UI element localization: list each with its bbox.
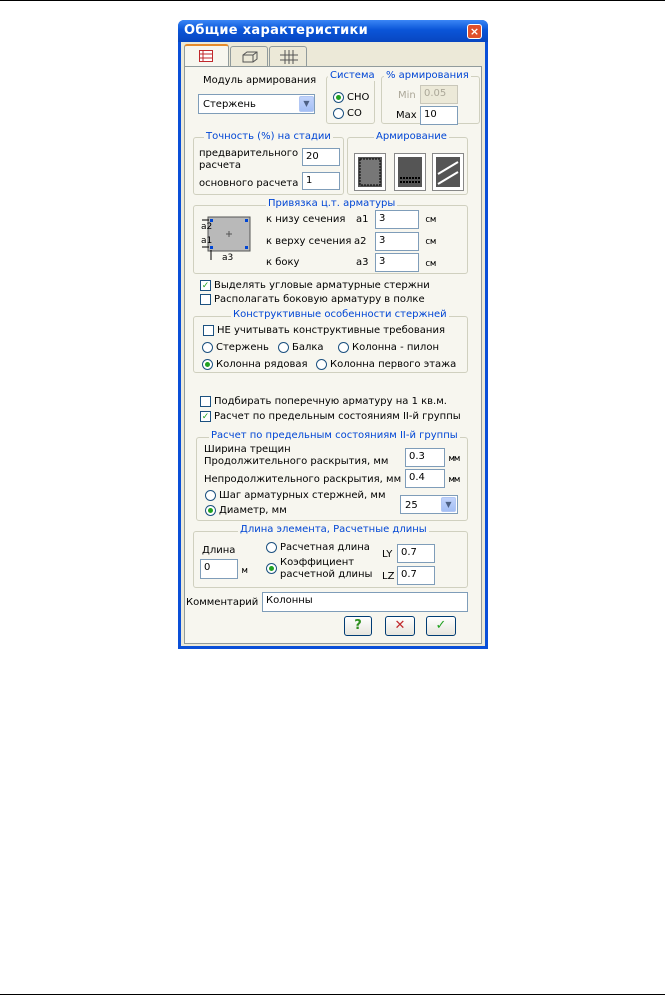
type-radio-beam[interactable] — [278, 342, 289, 353]
accuracy-prelim-label-2: расчета — [199, 160, 241, 171]
reinforcement-title: Армирование — [376, 131, 447, 142]
crack-short-input[interactable]: 0.4 — [405, 469, 445, 488]
grid-tab-icon — [199, 50, 213, 62]
corner-bars-checkbox[interactable]: ✓ — [201, 281, 210, 291]
tab-general[interactable] — [184, 44, 229, 67]
accuracy-main-input[interactable]: 1 — [302, 172, 340, 190]
diagram-label-a3: a3 — [222, 253, 234, 263]
corner-bars-label: Выделять угловые арматурные стержни — [214, 280, 430, 291]
diagram-label-a1: a1 — [201, 236, 213, 246]
accuracy-prelim-label-1: предварительного — [199, 148, 299, 159]
percent-min-input[interactable]: 0.05 — [420, 85, 458, 104]
length-input[interactable]: 0 — [200, 559, 238, 579]
coef-label-2: расчетной длины — [280, 569, 373, 580]
percent-max-label: Max — [396, 110, 417, 121]
crack-short-label: Непродолжительного раскрытия, мм — [204, 474, 402, 485]
comment-input[interactable]: Колонны — [262, 592, 468, 612]
rebar-tab-icon — [280, 50, 298, 64]
bar-step-radio[interactable] — [205, 490, 216, 501]
transverse-checkbox[interactable] — [200, 396, 211, 407]
design-title: Конструктивные особенности стержней — [233, 309, 447, 320]
comment-label: Комментарий — [186, 597, 259, 608]
symmetric-reinforcement-button[interactable] — [354, 153, 386, 191]
symmetric-reinforcement-icon — [355, 154, 385, 190]
binding-bottom-input[interactable]: 3 — [375, 210, 419, 229]
system-radio-so[interactable] — [333, 108, 344, 119]
type-label-first-floor: Колонна первого этажа — [330, 359, 457, 370]
crack-short-unit: мм — [449, 475, 460, 485]
box-tab-icon — [242, 51, 258, 63]
page-top-rule — [0, 0, 665, 1]
cancel-button[interactable] — [385, 616, 415, 636]
diameter-select[interactable] — [400, 495, 458, 514]
type-radio-pylon[interactable] — [338, 342, 349, 353]
binding-side-label: к боку — [266, 257, 300, 268]
transverse-label: Подбирать поперечную арматуру на 1 кв.м. — [214, 396, 447, 407]
percent-min-label: Min — [398, 90, 416, 101]
section-diagram — [200, 214, 253, 264]
help-button[interactable] — [344, 616, 372, 636]
length-title: Длина элемента, Расчетные длины — [240, 524, 427, 535]
coef-radio[interactable] — [266, 563, 277, 574]
system-label-sno: СНО — [347, 92, 370, 103]
bottom-reinforcement-button[interactable] — [394, 153, 426, 191]
lz-label: LZ — [382, 571, 395, 582]
binding-side-input[interactable]: 3 — [375, 253, 419, 272]
binding-bottom-label: к низу сечения — [266, 214, 346, 225]
crack-width-label: Ширина трещин — [204, 444, 291, 455]
reinf-module-select[interactable] — [198, 94, 315, 114]
side-in-flange-label: Располагать боковую арматуру в полке — [214, 294, 425, 305]
bottom-reinforcement-icon — [395, 154, 425, 190]
binding-top-input[interactable]: 3 — [375, 232, 419, 251]
length-label: Длина — [202, 545, 236, 556]
type-label-beam: Балка — [292, 342, 324, 353]
binding-top-label: к верху сечения — [266, 236, 352, 247]
calc-length-label: Расчетная длина — [280, 542, 370, 553]
type-label-pylon: Колонна - пилон — [352, 342, 439, 353]
crack-title: Расчет по предельным состояниям II-й группы — [211, 430, 458, 441]
reinf-module-label: Модуль армирования — [203, 75, 317, 86]
limit-states-checkbox[interactable]: ✓ — [201, 412, 210, 422]
crack-long-input[interactable]: 0.3 — [405, 448, 445, 467]
system-radio-sno[interactable] — [333, 92, 344, 103]
diagonal-reinforcement-button[interactable] — [432, 153, 464, 191]
crack-long-unit: мм — [449, 454, 460, 464]
diameter-radio[interactable] — [205, 505, 216, 516]
ly-input[interactable]: 0.7 — [397, 544, 435, 563]
binding-bottom-code: a1 — [356, 214, 369, 225]
tab-geometry[interactable] — [230, 46, 268, 66]
ignore-requirements-label: НЕ учитывать конструктивные требования — [217, 325, 445, 336]
coef-label-1: Коэффициент — [280, 557, 355, 568]
type-label-column: Колонна рядовая — [216, 359, 308, 370]
type-radio-rod[interactable] — [202, 342, 213, 353]
diagonal-reinforcement-icon — [433, 154, 463, 190]
chevron-down-icon[interactable]: ▼ — [299, 96, 314, 112]
binding-bottom-unit: см — [425, 215, 436, 225]
diagram-label-a2: a2 — [201, 222, 213, 232]
tab-rebar[interactable] — [269, 46, 307, 66]
diameter-label: Диаметр, мм — [219, 505, 287, 516]
reinf-module-value: Стержень — [203, 99, 256, 110]
accuracy-prelim-input[interactable]: 20 — [302, 148, 340, 166]
percent-title: % армирования — [386, 70, 469, 81]
binding-top-unit: см — [425, 237, 436, 247]
type-radio-first-floor[interactable] — [316, 359, 327, 370]
limit-states-label: Расчет по предельным состояниям II-й группы — [214, 411, 461, 422]
binding-top-code: a2 — [354, 236, 367, 247]
type-radio-column[interactable] — [202, 359, 213, 370]
bar-step-label: Шаг арматурных стержней, мм — [219, 490, 386, 501]
close-icon: ✕ — [394, 618, 406, 633]
accuracy-title: Точность (%) на стадии — [206, 131, 331, 142]
accuracy-main-label: основного расчета — [199, 178, 299, 189]
length-unit: м — [242, 566, 248, 576]
help-icon: ? — [354, 618, 362, 633]
chevron-down-icon[interactable]: ▼ — [441, 497, 456, 512]
diameter-value: 25 — [405, 500, 418, 511]
ly-label: LY — [382, 549, 393, 560]
lz-input[interactable]: 0.7 — [397, 566, 435, 585]
ok-button[interactable] — [426, 616, 456, 636]
binding-title: Привязка ц.т. арматуры — [268, 198, 396, 209]
binding-side-unit: см — [425, 259, 436, 269]
system-label-so: СО — [347, 108, 362, 119]
side-in-flange-checkbox[interactable] — [200, 294, 211, 305]
percent-max-input[interactable]: 10 — [420, 106, 458, 125]
ignore-requirements-checkbox[interactable] — [203, 325, 214, 336]
calc-length-radio[interactable] — [266, 542, 277, 553]
binding-side-code: a3 — [356, 257, 369, 268]
crack-long-label: Продолжительного раскрытия, мм — [204, 456, 389, 467]
dialog-title: Общие характеристики — [184, 23, 369, 38]
type-label-rod: Стержень — [216, 342, 269, 353]
check-icon: ✓ — [435, 618, 447, 633]
system-title: Система — [330, 70, 375, 81]
close-button[interactable]: × — [467, 24, 482, 39]
